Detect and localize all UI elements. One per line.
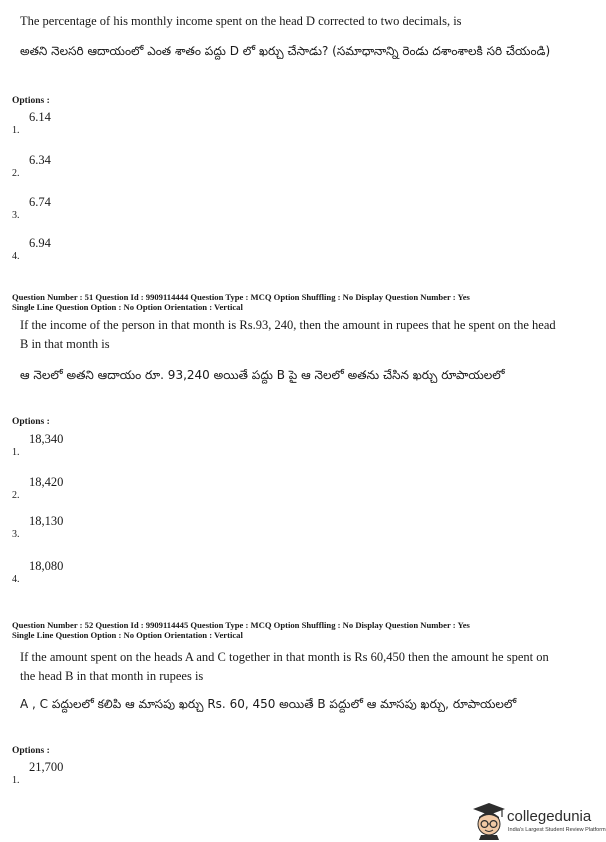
question-52-text-english: If the amount spent on the heads A and C together in that month is Rs 60,450 then the amount he spent on the head B in that month in rupees is: [20, 650, 549, 683]
option-number: 2.: [12, 168, 20, 179]
student-mascot-icon: [472, 802, 506, 840]
question-52-meta: [12, 620, 587, 640]
question-52-meta-line-1: Question Number : 52 Question Id : 9909114445 Question Type : MCQ Option Shuffling : No Display Question Number : Yes: [12, 620, 470, 630]
question-50-text-english: The percentage of his monthly income spent on the head D corrected to two decimals, is: [20, 14, 462, 28]
option-value: 6.74: [29, 195, 51, 209]
question-50-option-4[interactable]: [12, 236, 212, 262]
question-52-options-label: Options :: [12, 746, 50, 756]
question-51-option-2[interactable]: [12, 475, 212, 501]
logo-tagline: India's Largest Student Review Platform: [508, 827, 606, 833]
option-value: 21,700: [29, 760, 64, 774]
question-51-meta-line-2: Single Line Question Option : No Option Orientation : Vertical: [12, 302, 243, 312]
question-51-option-1[interactable]: [12, 432, 212, 458]
option-value: 18,130: [29, 514, 64, 528]
question-51-options-label: Options :: [12, 417, 50, 427]
option-value: 18,340: [29, 432, 64, 446]
question-51-option-4[interactable]: [12, 559, 212, 585]
option-number: 4.: [12, 574, 20, 585]
question-52-text-telugu: A , C పద్దులలో కలిపి ఆ మాసపు ఖర్చు Rs. 60, 450 అయితే B పద్దులో ఆ మాసపు ఖర్చు, రూపాయలలో: [20, 697, 517, 711]
option-value: 6.94: [29, 236, 51, 250]
logo-wordmark: collegedunia: [507, 808, 592, 825]
option-value: 18,420: [29, 475, 64, 489]
option-value: 18,080: [29, 559, 64, 573]
question-51-text-english: If the income of the person in that month is Rs.93, 240, then the amount in rupees that he spent on the head B in that month is: [20, 318, 556, 351]
question-51-text-telugu: ఆ నెలలో అతని ఆదాయం రూ. 93,240 అయితే పద్దు B పై ఆ నెలలో అతను చేసిన ఖర్చు రూపాయలలో: [20, 368, 505, 382]
question-51-meta-line-1: Question Number : 51 Question Id : 9909114444 Question Type : MCQ Option Shuffling : No Display Question Number : Yes: [12, 292, 470, 302]
question-50-option-2[interactable]: [12, 153, 212, 179]
option-number: 4.: [12, 251, 20, 262]
option-number: 1.: [12, 775, 20, 786]
question-52-meta-line-2: Single Line Question Option : No Option Orientation : Vertical: [12, 630, 243, 640]
option-number: 1.: [12, 125, 20, 136]
question-50-text-telugu: అతని నెలసరి ఆదాయంలో ఎంత శాతం పద్దు D లో ఖర్చు చేసాడు? (సమాధానాన్ని రెండు దశాంశాలకి సరి చేయండి): [20, 44, 551, 58]
option-value: 6.34: [29, 153, 51, 167]
question-50-option-1[interactable]: [12, 110, 212, 136]
question-51-meta: [12, 292, 587, 312]
question-50-options-label: Options :: [12, 96, 50, 106]
collegedunia-logo: [470, 800, 606, 842]
option-number: 3.: [12, 210, 20, 221]
question-50-option-3[interactable]: [12, 195, 212, 221]
option-number: 2.: [12, 490, 20, 501]
option-number: 1.: [12, 447, 20, 458]
question-52-option-1[interactable]: [12, 760, 212, 786]
option-number: 3.: [12, 529, 20, 540]
option-value: 6.14: [29, 110, 51, 124]
question-51-option-3[interactable]: [12, 514, 212, 540]
